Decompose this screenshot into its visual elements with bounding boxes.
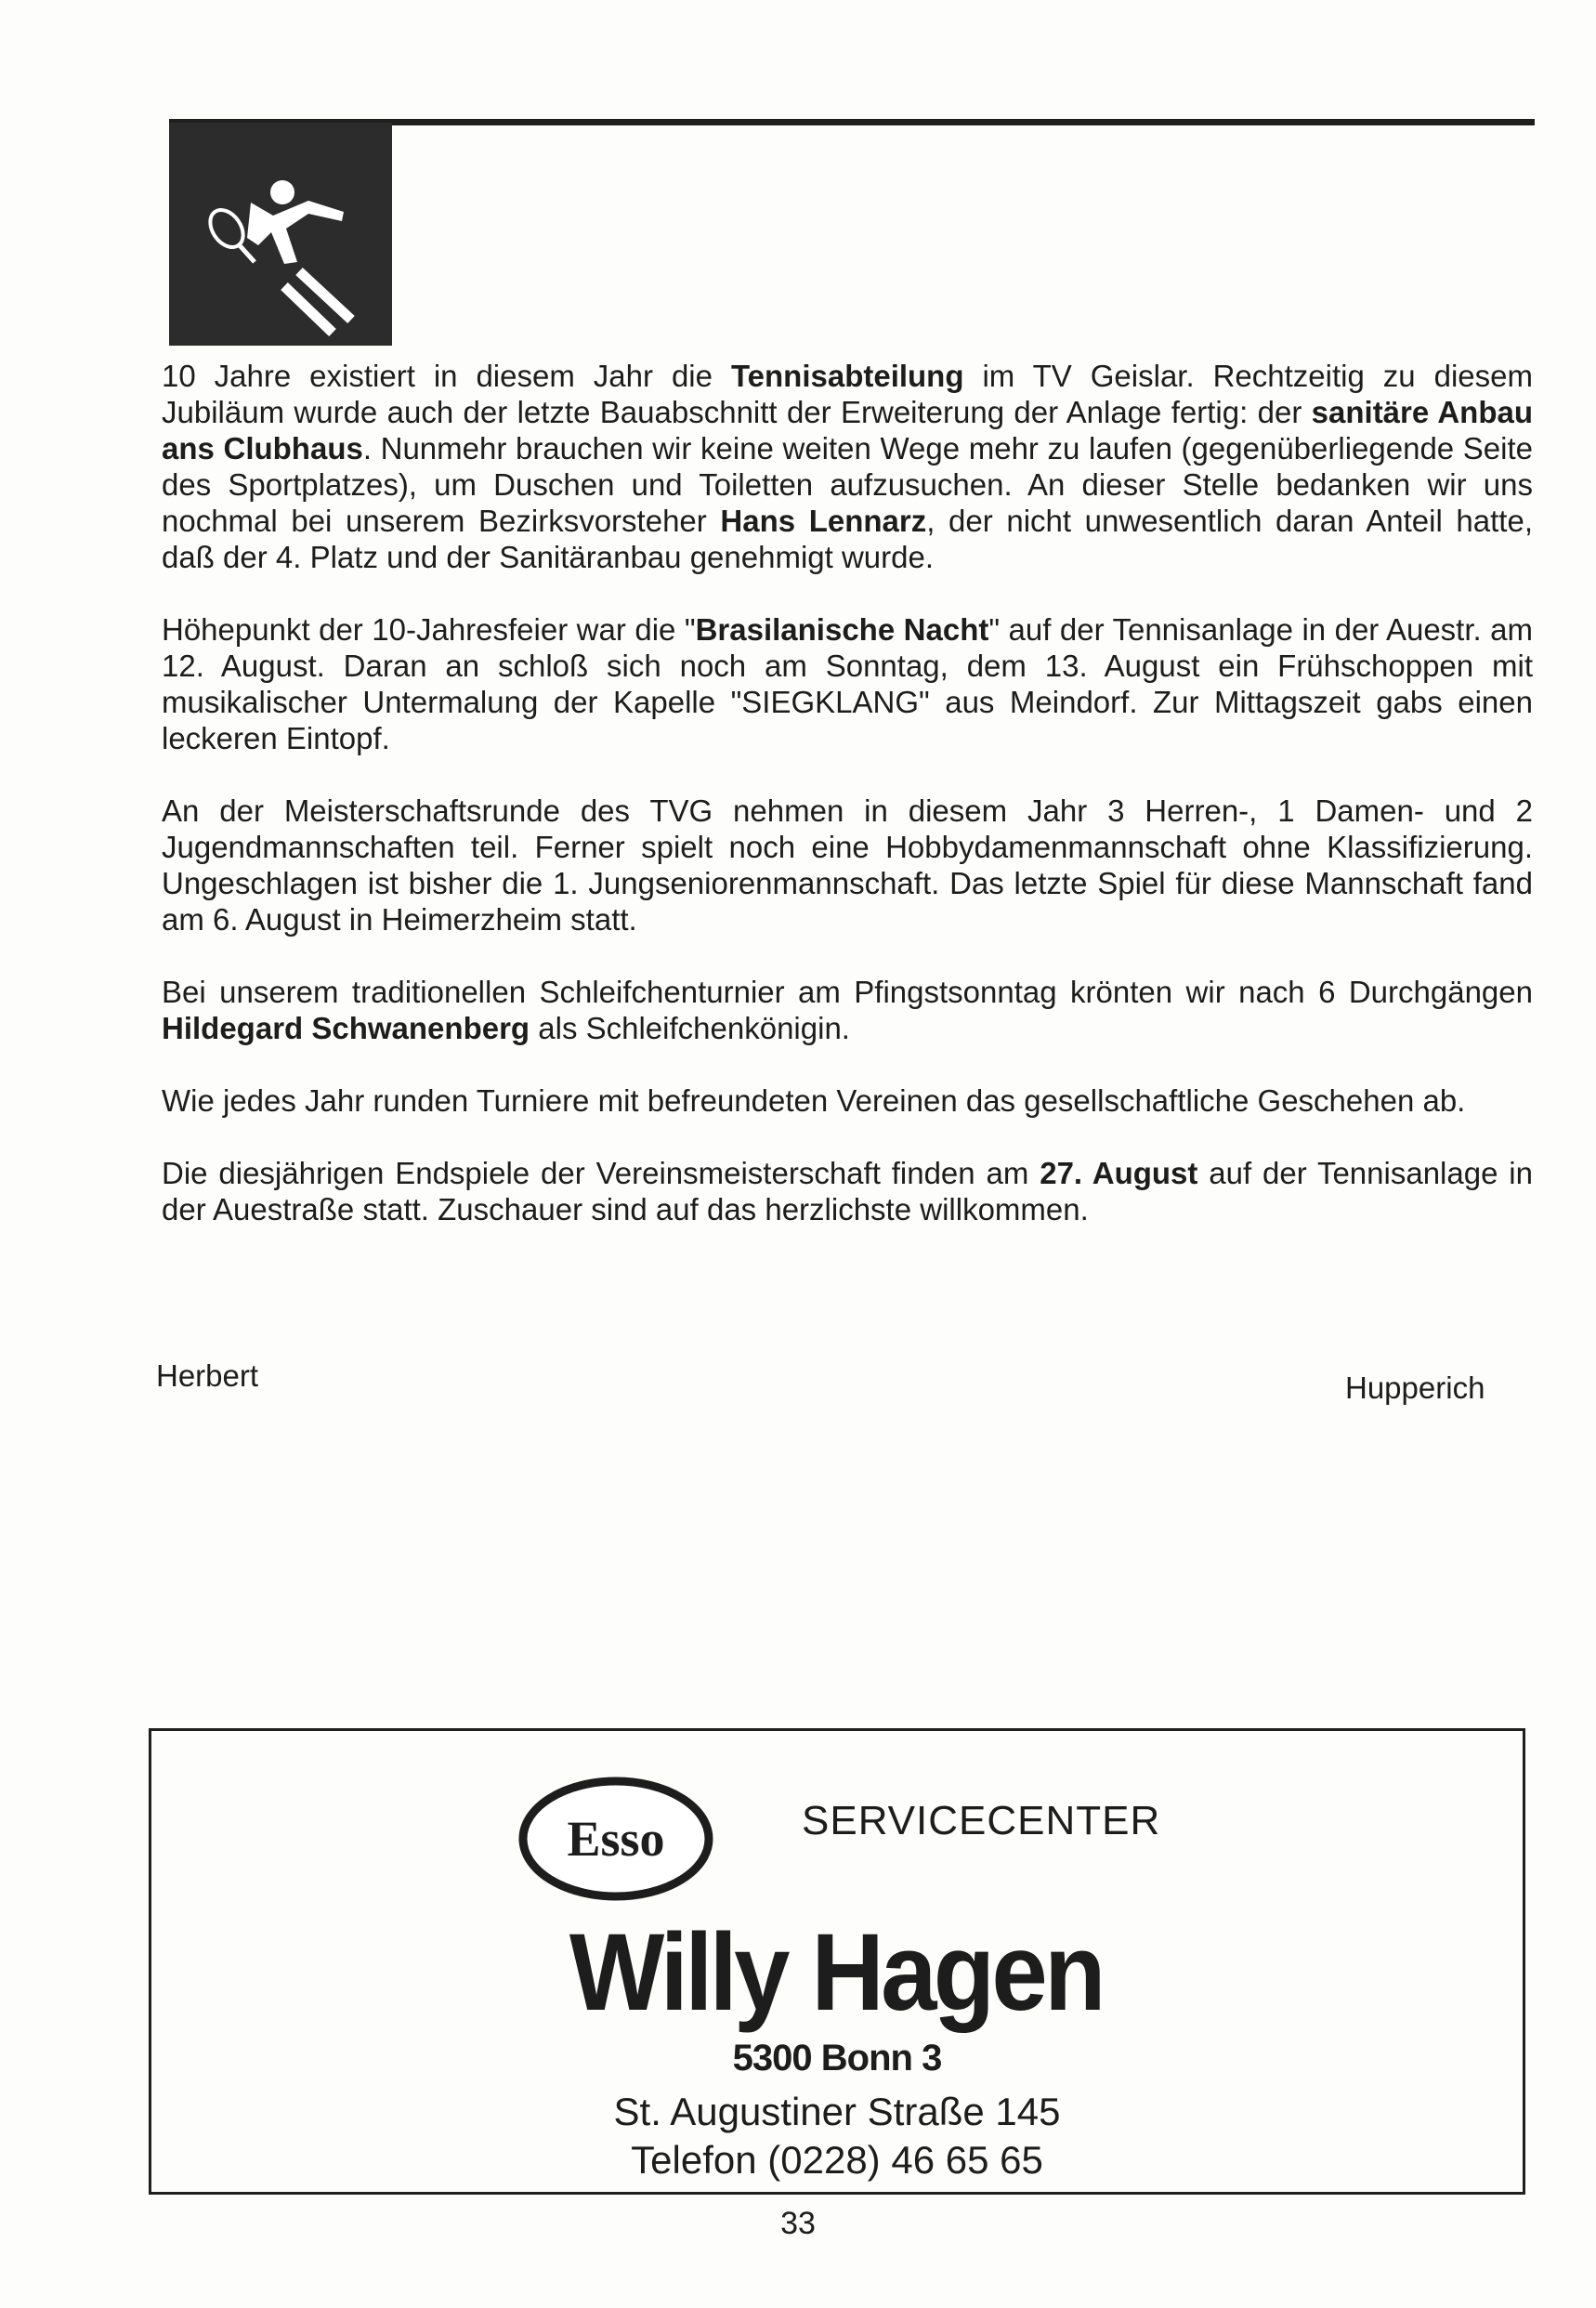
text-span: . Nunmehr brauchen wir keine weiten Wege mehr zu laufen (gegenüberliegende Seite des Sportplatzes), um Duschen und Toiletten aufzusuchen. An dieser Stelle bedanken wir uns nochmal bei unserem Bezirksvorsteher xyxy=(162,431,1533,538)
ad-zip-city: 5300 Bonn 3 xyxy=(732,2038,942,2079)
bold-span: 27. August xyxy=(1040,1156,1198,1190)
tennis-player-icon xyxy=(169,123,392,346)
text-span: " auf der Tennisanlage in der Auestr. am 12. August. Daran an schloß sich noch am Sonntag, dem 13. August ein Frühschoppen mit musikalischer Untermalung der Kapelle "SIEGKLANG" aus Meindorf. Zur Mittagszeit gabs einen leckeren Eintopf. xyxy=(162,612,1533,755)
text-span: als Schleifchenkönigin. xyxy=(530,1011,850,1045)
ad-subtitle: SERVICECENTER xyxy=(802,1798,1161,1843)
text-span: auf der Tennisanlage in der Auestraße statt. Zuschauer sind auf das herzlichste willkommen. xyxy=(162,1156,1533,1226)
text-span: im TV Geislar. Rechtzeitig zu diesem Jubiläum wurde auch der letzte Bauabschnitt der Erweiterung der Anlage fertig: der xyxy=(162,359,1533,429)
paragraph-anniversary xyxy=(162,358,1533,575)
signature-last-name: Hupperich xyxy=(1345,1370,1485,1405)
paragraph-finals xyxy=(162,1155,1533,1227)
bold-span: Hildegard Schwanenberg xyxy=(162,1011,530,1045)
bold-span: sanitäre Anbau ans Clubhaus xyxy=(162,395,1534,466)
text-span: , der nicht unwesentlich daran Anteil hatte, daß der 4. Platz und der Sanitäranbau genehmigt wurde. xyxy=(162,504,1533,574)
paragraph-celebration xyxy=(162,611,1533,756)
text-span: 10 Jahre existiert in diesem Jahr die xyxy=(162,359,731,393)
text-span: Die diesjährigen Endspiele der Vereinsmeisterschaft finden am xyxy=(162,1156,1040,1190)
paragraph-social: Wie jedes Jahr runden Turniere mit befreundeten Vereinen das gesellschaftliche Geschehen ab. xyxy=(162,1083,1466,1118)
company-name: Willy Hagen xyxy=(569,1911,1103,2034)
page-number: 33 xyxy=(780,2206,816,2241)
ad-phone: Telefon (0228) 46 65 65 xyxy=(631,2138,1043,2182)
text-span: Bei unserem traditionellen Schleifchenturnier am Pfingstsonntag krönten wir nach 6 Durchgängen xyxy=(162,975,1533,1009)
signature-first-name: Herbert xyxy=(156,1358,259,1393)
esso-logo xyxy=(518,1776,713,1902)
esso-logo-text: Esso xyxy=(567,1811,665,1867)
ad-street: St. Augustiner Straße 145 xyxy=(613,2090,1061,2133)
bold-span: Hans Lennarz xyxy=(720,504,927,538)
bold-span: Brasilanische Nacht xyxy=(695,612,989,647)
article-body xyxy=(162,358,1533,1264)
text-span: Höhepunkt der 10-Jahresfeier war die " xyxy=(162,612,696,647)
paragraph-championship: An der Meisterschaftsrunde des TVG nehmen in diesem Jahr 3 Herren-, 1 Damen- und 2 Jugendmannschaften teil. Ferner spielt noch eine Hobbydamenmannschaft ohne Klassifizierung. Ungeschlagen ist bisher die 1. Jungseniorenmannschaft. Das letzte Spiel für diese Mannschaft fand am 6. August in Heimerzheim statt. xyxy=(162,793,1533,937)
bold-span: Tennisabteilung xyxy=(730,359,964,393)
paragraph-tournament xyxy=(162,974,1533,1046)
advertisement-box xyxy=(149,1728,1525,2195)
